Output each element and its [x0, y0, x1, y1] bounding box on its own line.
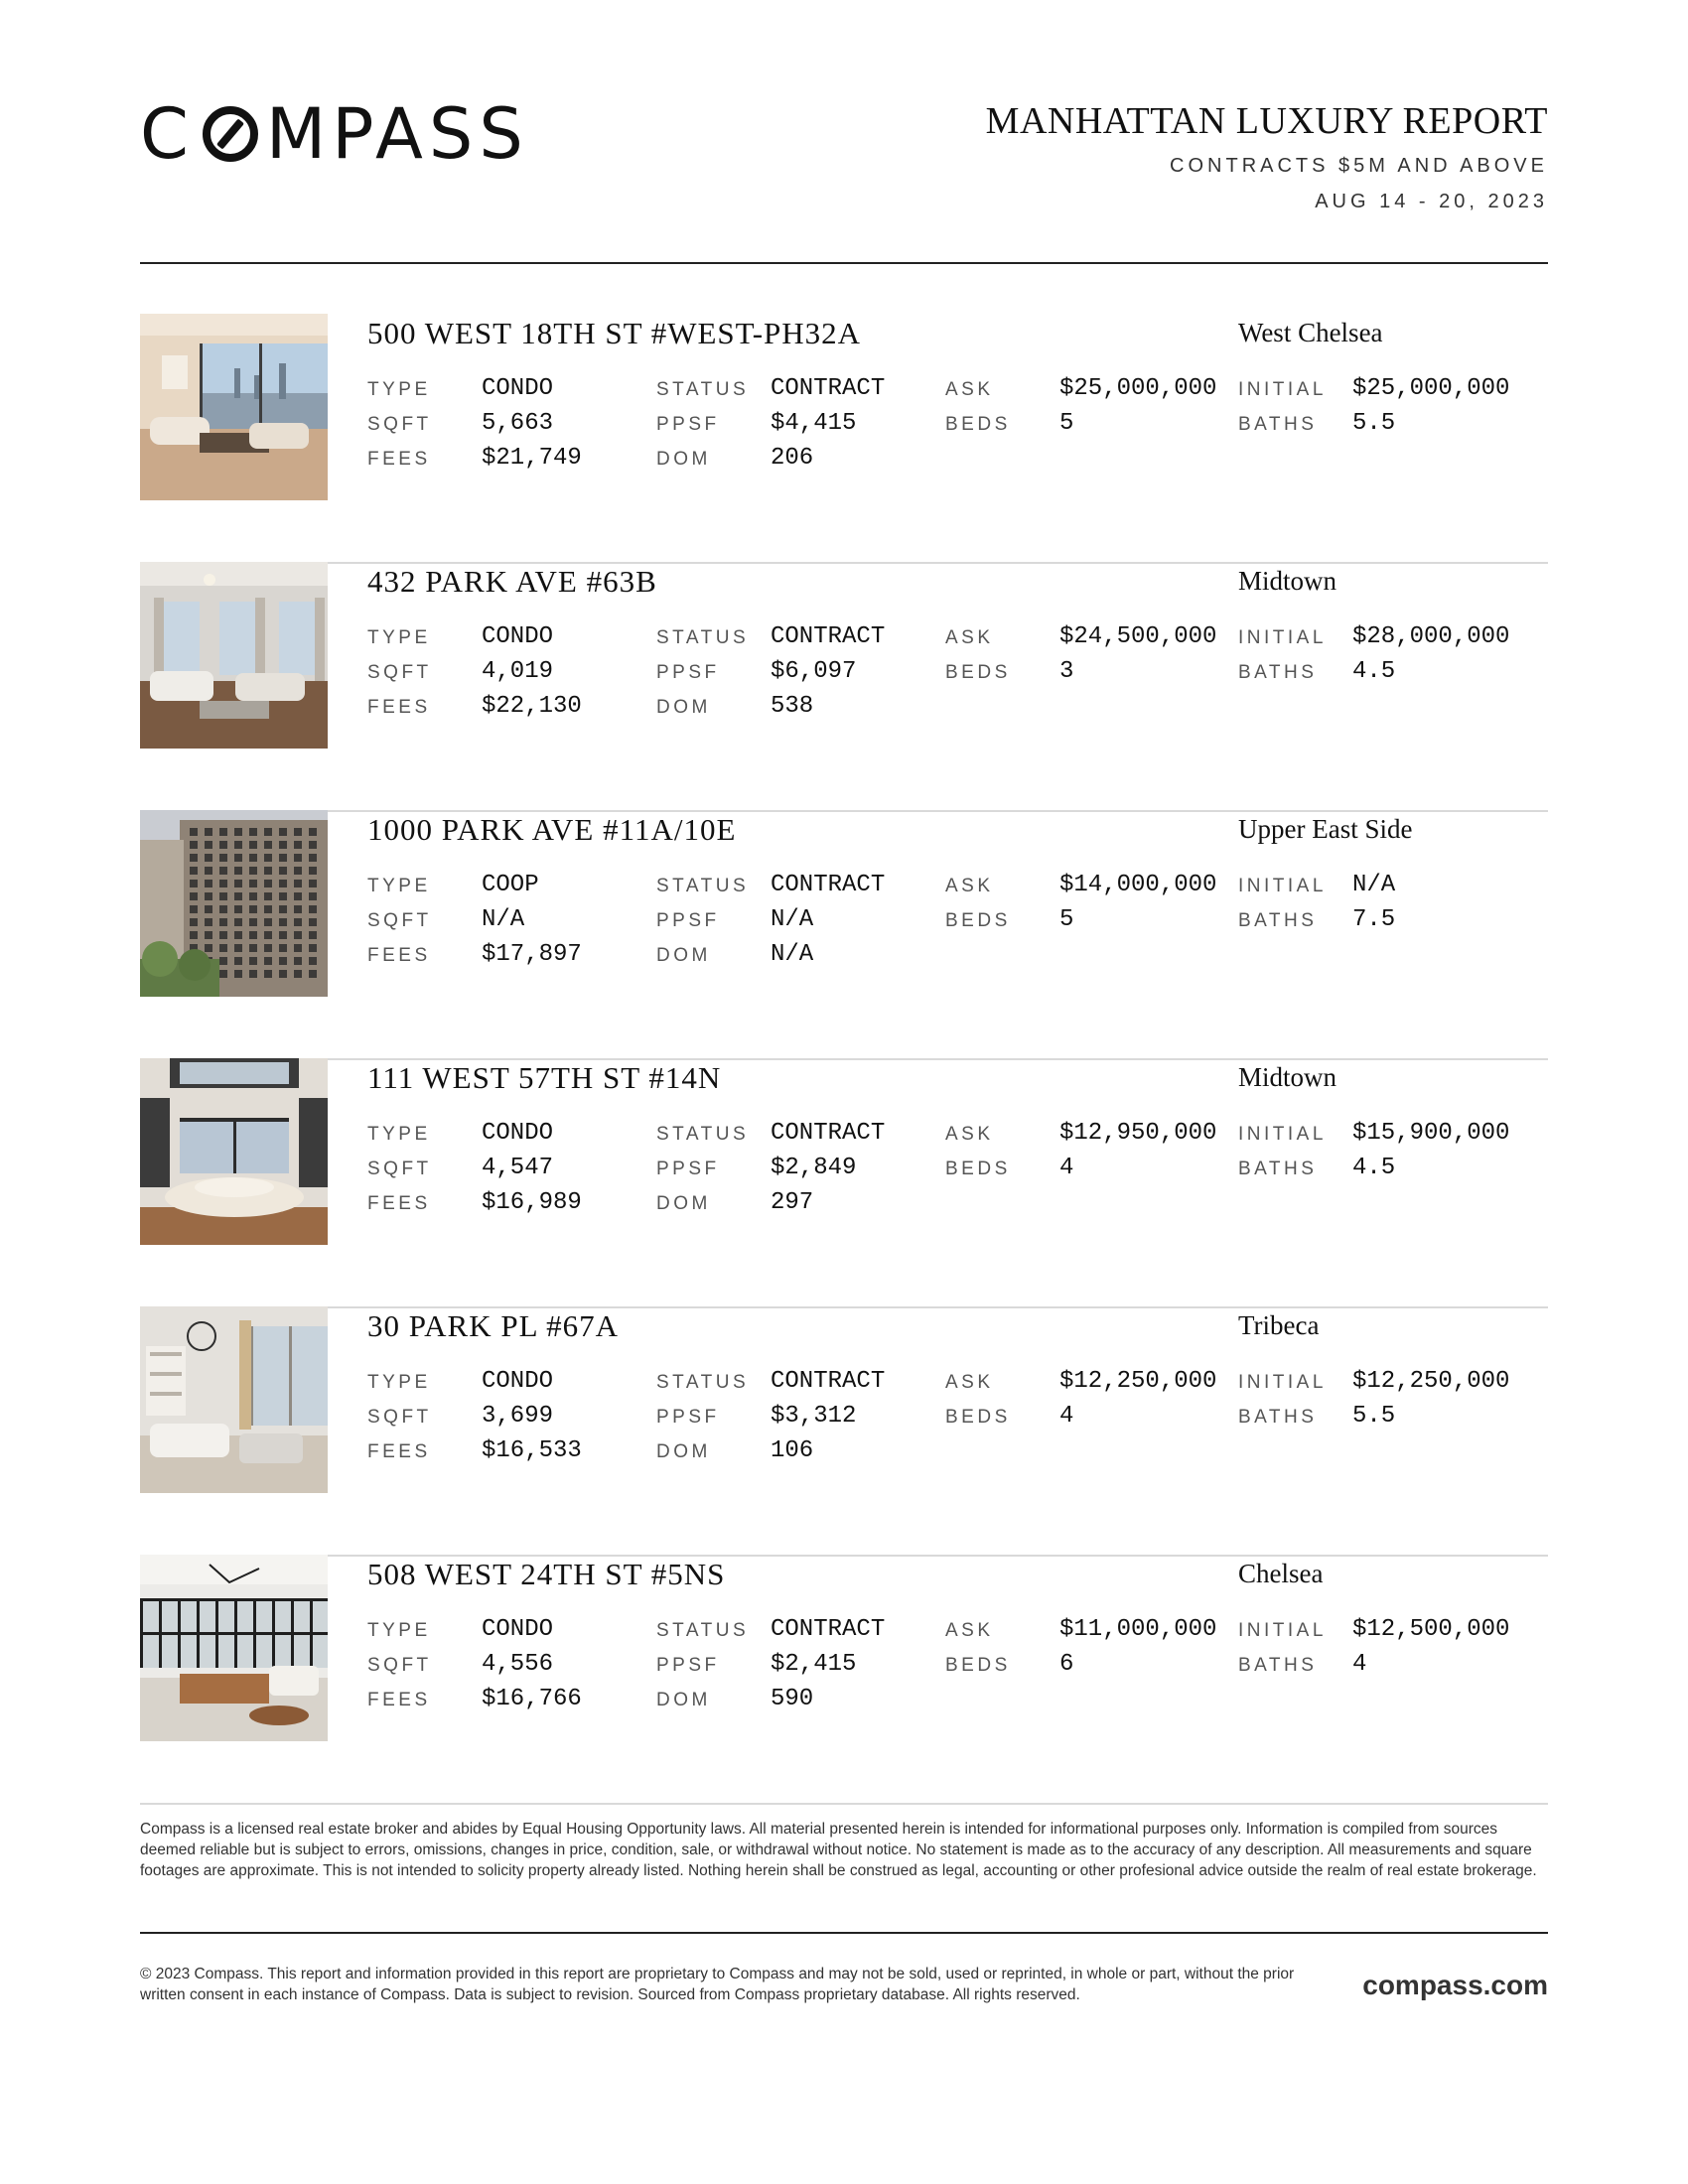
label-baths: BATHS — [1238, 910, 1318, 931]
value-ppsf: $2,415 — [771, 1651, 857, 1678]
value-beds: 6 — [1059, 1651, 1074, 1678]
report-subtitle: CONTRACTS $5M AND ABOVE — [1170, 155, 1548, 177]
label-dom: DOM — [656, 1441, 711, 1462]
listing-photo[interactable] — [140, 562, 328, 749]
value-fees: $16,533 — [482, 1437, 582, 1464]
label-dom: DOM — [656, 697, 711, 718]
listing-photo[interactable] — [140, 1555, 328, 1741]
label-fees: FEES — [367, 1690, 431, 1710]
label-sqft: SQFT — [367, 414, 432, 435]
listing-address[interactable]: 111 WEST 57TH ST #14N — [367, 1060, 722, 1095]
label-dom: DOM — [656, 945, 711, 966]
label-initial: INITIAL — [1238, 627, 1327, 648]
value-dom: 297 — [771, 1189, 814, 1216]
listing-photo-image — [140, 314, 328, 500]
listing-photo-image — [140, 1555, 328, 1741]
label-initial: INITIAL — [1238, 1372, 1327, 1393]
label-beds: BEDS — [945, 1407, 1011, 1428]
value-type: CONDO — [482, 1616, 554, 1643]
value-status: CONTRACT — [771, 623, 886, 650]
listing-address[interactable]: 1000 PARK AVE #11A/10E — [367, 812, 737, 847]
label-baths: BATHS — [1238, 1407, 1318, 1428]
compass-o-icon — [203, 106, 258, 162]
listing-row[interactable] — [140, 562, 1548, 812]
website-link[interactable]: compass.com — [1362, 1970, 1548, 2000]
label-dom: DOM — [656, 449, 711, 470]
listing-neighborhood: Midtown — [1238, 566, 1337, 596]
label-initial: INITIAL — [1238, 379, 1327, 400]
label-status: STATUS — [656, 876, 750, 896]
value-ask: $11,000,000 — [1059, 1616, 1217, 1643]
value-ask: $25,000,000 — [1059, 375, 1217, 402]
value-ask: $14,000,000 — [1059, 872, 1217, 898]
disclaimer-text: Compass is a licensed real estate broker and abides by Equal Housing Opportunity laws. All material presented herein is intended for informational purposes only. Information is compiled from sources deemed reliable but is subject to errors, omissions, changes in price, condition, sale, or withdrawal without notice. No statement is made as to the accuracy of any description. All measurements and square footages are approximate. This is not intended to solicity property already listed. Nothing herein shall be construed as legal, accounting or other profesional advice outside the realm of real estate brokerage. — [140, 1821, 1537, 1879]
label-baths: BATHS — [1238, 414, 1318, 435]
label-ppsf: PPSF — [656, 1655, 720, 1676]
listing-row[interactable] — [140, 1555, 1548, 1805]
label-fees: FEES — [367, 697, 431, 718]
value-ask: $12,950,000 — [1059, 1120, 1217, 1147]
label-ppsf: PPSF — [656, 414, 720, 435]
value-baths: 4.5 — [1352, 658, 1396, 685]
value-sqft: 5,663 — [482, 410, 554, 437]
value-initial: N/A — [1352, 872, 1396, 898]
value-dom: 206 — [771, 445, 814, 472]
value-initial: $15,900,000 — [1352, 1120, 1510, 1147]
label-baths: BATHS — [1238, 1159, 1318, 1179]
label-ask: ASK — [945, 1372, 994, 1393]
listing-photo-image — [140, 1306, 328, 1493]
compass-logo: C MPASS — [140, 93, 529, 175]
label-status: STATUS — [656, 1372, 750, 1393]
value-ppsf: N/A — [771, 906, 814, 933]
label-type: TYPE — [367, 876, 431, 896]
label-sqft: SQFT — [367, 1655, 432, 1676]
value-fees: $16,766 — [482, 1686, 582, 1712]
listing-row[interactable] — [140, 1058, 1548, 1308]
value-baths: 7.5 — [1352, 906, 1396, 933]
listing-neighborhood: Upper East Side — [1238, 814, 1413, 844]
value-type: COOP — [482, 872, 539, 898]
value-dom: 538 — [771, 693, 814, 720]
value-type: CONDO — [482, 623, 554, 650]
label-ask: ASK — [945, 1124, 994, 1145]
value-fees: $21,749 — [482, 445, 582, 472]
listing-photo[interactable] — [140, 810, 328, 997]
value-dom: N/A — [771, 941, 814, 968]
label-beds: BEDS — [945, 1159, 1011, 1179]
value-dom: 106 — [771, 1437, 814, 1464]
label-ppsf: PPSF — [656, 662, 720, 683]
label-status: STATUS — [656, 1124, 750, 1145]
listing-address[interactable]: 500 WEST 18TH ST #WEST-PH32A — [367, 316, 862, 350]
value-fees: $22,130 — [482, 693, 582, 720]
label-beds: BEDS — [945, 414, 1011, 435]
label-beds: BEDS — [945, 1655, 1011, 1676]
report-page — [140, 0, 1548, 2184]
value-baths: 4.5 — [1352, 1155, 1396, 1181]
label-sqft: SQFT — [367, 910, 432, 931]
label-fees: FEES — [367, 1193, 431, 1214]
label-beds: BEDS — [945, 662, 1011, 683]
label-ask: ASK — [945, 627, 994, 648]
value-sqft: 3,699 — [482, 1403, 554, 1430]
listing-row[interactable] — [140, 1306, 1548, 1557]
label-initial: INITIAL — [1238, 876, 1327, 896]
header-divider — [140, 262, 1548, 264]
label-ask: ASK — [945, 379, 994, 400]
value-type: CONDO — [482, 375, 554, 402]
value-status: CONTRACT — [771, 872, 886, 898]
label-baths: BATHS — [1238, 662, 1318, 683]
listing-photo-image — [140, 810, 328, 997]
value-beds: 3 — [1059, 658, 1074, 685]
value-type: CONDO — [482, 1368, 554, 1395]
listing-neighborhood: Chelsea — [1238, 1559, 1324, 1588]
value-ask: $12,250,000 — [1059, 1368, 1217, 1395]
label-dom: DOM — [656, 1193, 711, 1214]
label-type: TYPE — [367, 627, 431, 648]
value-fees: $17,897 — [482, 941, 582, 968]
value-beds: 4 — [1059, 1155, 1074, 1181]
value-status: CONTRACT — [771, 1616, 886, 1643]
label-type: TYPE — [367, 379, 431, 400]
label-fees: FEES — [367, 1441, 431, 1462]
label-status: STATUS — [656, 379, 750, 400]
listing-row[interactable] — [140, 314, 1548, 564]
value-initial: $28,000,000 — [1352, 623, 1510, 650]
footer-divider — [140, 1932, 1548, 1934]
listing-photo[interactable] — [140, 1306, 328, 1493]
value-baths: 5.5 — [1352, 410, 1396, 437]
label-dom: DOM — [656, 1690, 711, 1710]
label-ppsf: PPSF — [656, 1159, 720, 1179]
listing-photo-image — [140, 562, 328, 749]
label-fees: FEES — [367, 945, 431, 966]
listing-row[interactable] — [140, 810, 1548, 1060]
label-beds: BEDS — [945, 910, 1011, 931]
label-baths: BATHS — [1238, 1655, 1318, 1676]
label-sqft: SQFT — [367, 1159, 432, 1179]
label-fees: FEES — [367, 449, 431, 470]
value-initial: $25,000,000 — [1352, 375, 1510, 402]
label-type: TYPE — [367, 1124, 431, 1145]
value-initial: $12,250,000 — [1352, 1368, 1510, 1395]
value-beds: 5 — [1059, 410, 1074, 437]
listing-address[interactable]: 30 PARK PL #67A — [367, 1308, 620, 1343]
value-status: CONTRACT — [771, 1120, 886, 1147]
value-ppsf: $3,312 — [771, 1403, 857, 1430]
label-ppsf: PPSF — [656, 910, 720, 931]
value-fees: $16,989 — [482, 1189, 582, 1216]
listing-photo[interactable] — [140, 314, 328, 500]
value-baths: 5.5 — [1352, 1403, 1396, 1430]
label-ask: ASK — [945, 1620, 994, 1641]
label-status: STATUS — [656, 627, 750, 648]
listing-photo-image — [140, 1058, 328, 1245]
value-sqft: 4,556 — [482, 1651, 554, 1678]
report-date-range: AUG 14 - 20, 2023 — [1315, 191, 1548, 212]
label-status: STATUS — [656, 1620, 750, 1641]
value-ask: $24,500,000 — [1059, 623, 1217, 650]
value-dom: 590 — [771, 1686, 814, 1712]
value-status: CONTRACT — [771, 1368, 886, 1395]
label-sqft: SQFT — [367, 1407, 432, 1428]
report-title: MANHATTAN LUXURY REPORT — [985, 100, 1548, 142]
value-ppsf: $2,849 — [771, 1155, 857, 1181]
value-beds: 5 — [1059, 906, 1074, 933]
listing-neighborhood: Tribeca — [1238, 1310, 1320, 1340]
value-sqft: 4,547 — [482, 1155, 554, 1181]
value-ppsf: $6,097 — [771, 658, 857, 685]
listing-photo[interactable] — [140, 1058, 328, 1245]
label-ask: ASK — [945, 876, 994, 896]
listing-divider — [140, 1803, 1548, 1805]
listing-address[interactable]: 432 PARK AVE #63B — [367, 564, 657, 599]
value-type: CONDO — [482, 1120, 554, 1147]
value-sqft: N/A — [482, 906, 525, 933]
copyright-text: © 2023 Compass. This report and information provided in this report are proprietary to Compass and may not be sold, used or reprinted, in whole or part, without the prior written consent in each instance of Compass. Data is subject to revision. Sourced from Compass proprietary database. All rights reserved. — [140, 1966, 1295, 2003]
label-initial: INITIAL — [1238, 1124, 1327, 1145]
value-baths: 4 — [1352, 1651, 1367, 1678]
listing-neighborhood: Midtown — [1238, 1062, 1337, 1092]
label-initial: INITIAL — [1238, 1620, 1327, 1641]
listing-neighborhood: West Chelsea — [1238, 318, 1383, 347]
label-type: TYPE — [367, 1620, 431, 1641]
listing-address[interactable]: 508 WEST 24TH ST #5NS — [367, 1557, 726, 1591]
value-status: CONTRACT — [771, 375, 886, 402]
value-initial: $12,500,000 — [1352, 1616, 1510, 1643]
value-sqft: 4,019 — [482, 658, 554, 685]
label-sqft: SQFT — [367, 662, 432, 683]
label-ppsf: PPSF — [656, 1407, 720, 1428]
value-beds: 4 — [1059, 1403, 1074, 1430]
label-type: TYPE — [367, 1372, 431, 1393]
value-ppsf: $4,415 — [771, 410, 857, 437]
